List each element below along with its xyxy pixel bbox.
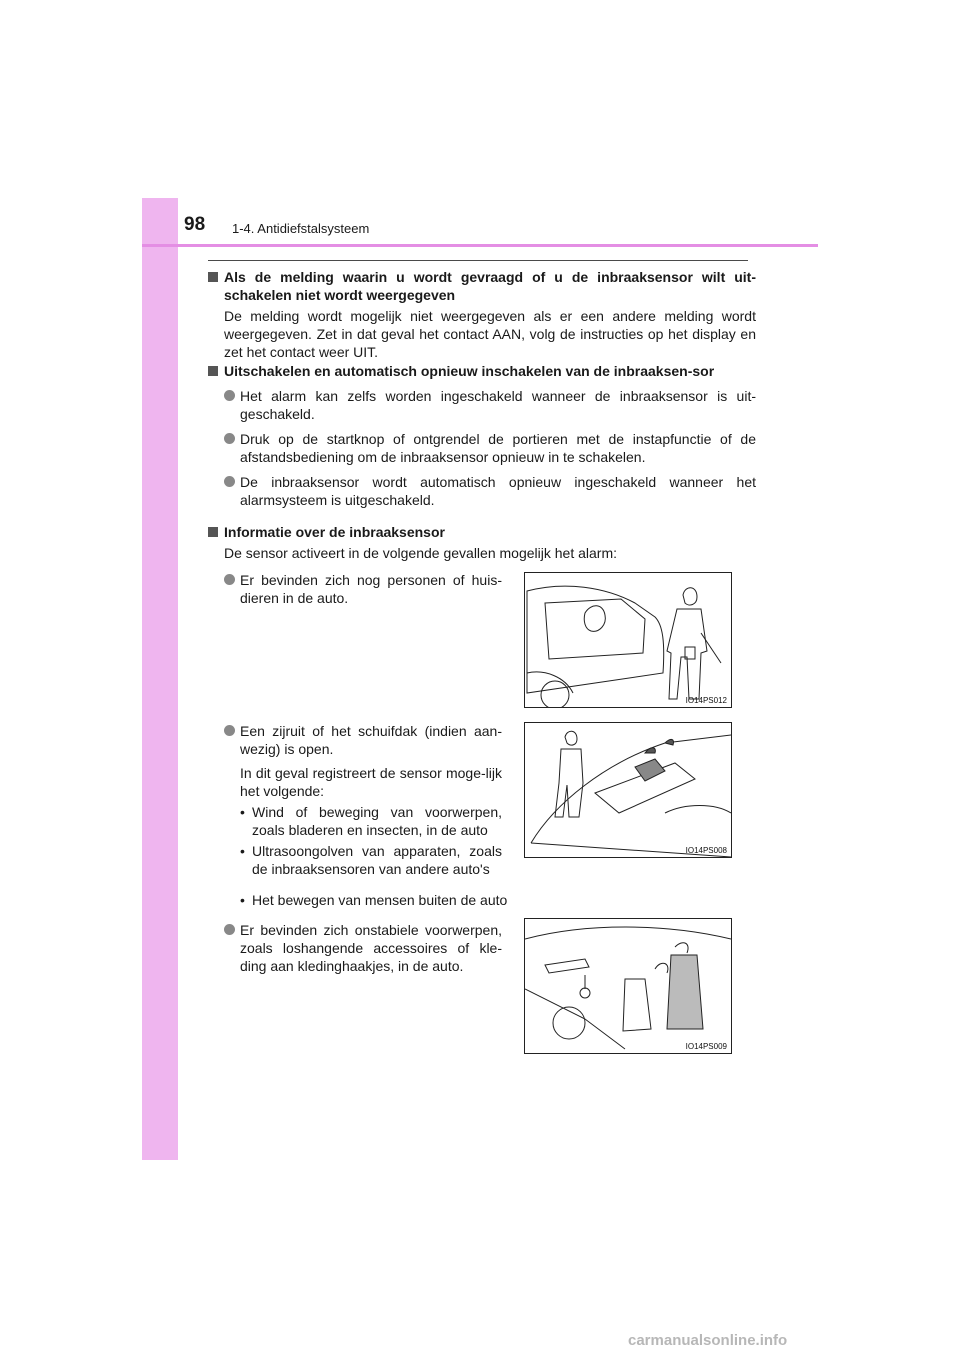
section-heading: Als de melding waarin u wordt gevraagd of u de inbraaksensor wilt uit-schakelen niet wordt weergegeven xyxy=(208,268,756,304)
item-window-open xyxy=(208,722,502,878)
list-item: Er bevinden zich nog personen of huis-dieren in de auto. xyxy=(208,571,502,607)
circle-bullet-icon xyxy=(224,574,235,585)
circle-bullet-icon xyxy=(224,433,235,444)
illustration-person-pet-in-car xyxy=(524,572,732,708)
header-rule xyxy=(142,244,818,247)
section-title: 1-4. Antidiefstalsysteem xyxy=(232,221,370,236)
section-disable-reenable xyxy=(208,362,756,509)
list-item: De inbraaksensor wordt automatisch opnieuw ingeschakeld wanneer het alarmsysteem is uitgeschakeld. xyxy=(208,473,756,509)
sub-list-item: • Ultrasoongolven van apparaten, zoals de inbraaksensoren van andere auto's xyxy=(240,843,502,877)
square-bullet-icon xyxy=(208,527,218,537)
square-bullet-icon xyxy=(208,366,218,376)
figure-code: IO14PS009 xyxy=(685,1042,727,1051)
figure-code: IO14PS008 xyxy=(685,846,727,855)
circle-bullet-icon xyxy=(224,725,235,736)
circle-bullet-icon xyxy=(224,476,235,487)
page-number: 98 xyxy=(184,214,206,235)
section-sensor-info xyxy=(208,523,756,562)
list-item: Er bevinden zich onstabiele voorwerpen, zoals loshangende accessoires of kle-ding aan kledinghaakjes, in de auto. xyxy=(208,921,502,975)
list-item: Het alarm kan zelfs worden ingeschakeld wanneer de inbraaksensor is uit-geschakeld. xyxy=(208,387,756,423)
section-body: De melding wordt mogelijk niet weergegeven als er een andere melding wordt weergegeven. Zet in dat geval het contact AAN, volg de instructies op het display en zet het contact weer UIT. xyxy=(224,308,756,360)
figure-code: IO14PS012 xyxy=(685,696,727,705)
content-rule xyxy=(208,260,748,261)
circle-bullet-icon xyxy=(224,390,235,401)
sub-list-item-wide xyxy=(208,891,756,909)
section-heading: Informatie over de inbraaksensor xyxy=(208,523,756,541)
item-unstable-objects xyxy=(208,921,502,975)
list-item: Een zijruit of het schuifdak (indien aan-wezig) is open. xyxy=(208,722,502,758)
sub-list-item: • Het bewegen van mensen buiten de auto xyxy=(240,892,508,908)
section-intro: De sensor activeert in de volgende gevallen mogelijk het alarm: xyxy=(224,545,617,561)
circle-bullet-icon xyxy=(224,924,235,935)
item-note: In dit geval registreert de sensor moge-lijk het volgende: xyxy=(240,765,502,799)
sub-list-item: • Wind of beweging van voorwerpen, zoals bladeren en insecten, in de auto xyxy=(240,804,502,838)
illustration-open-sunroof xyxy=(524,722,732,858)
square-bullet-icon xyxy=(208,272,218,282)
chapter-side-tab xyxy=(142,198,178,1160)
section-heading: Uitschakelen en automatisch opnieuw inschakelen van de inbraaksen-sor xyxy=(208,362,756,380)
illustration-hanging-accessories xyxy=(524,918,732,1054)
item-persons-pets xyxy=(208,571,502,607)
watermark: carmanualsonline.info xyxy=(628,1332,788,1349)
section-disable-message xyxy=(208,268,756,361)
list-item: Druk op de startknop of ontgrendel de portieren met de instapfunctie of de afstandsbediening om de inbraaksensor opnieuw in te schakelen. xyxy=(208,430,756,466)
